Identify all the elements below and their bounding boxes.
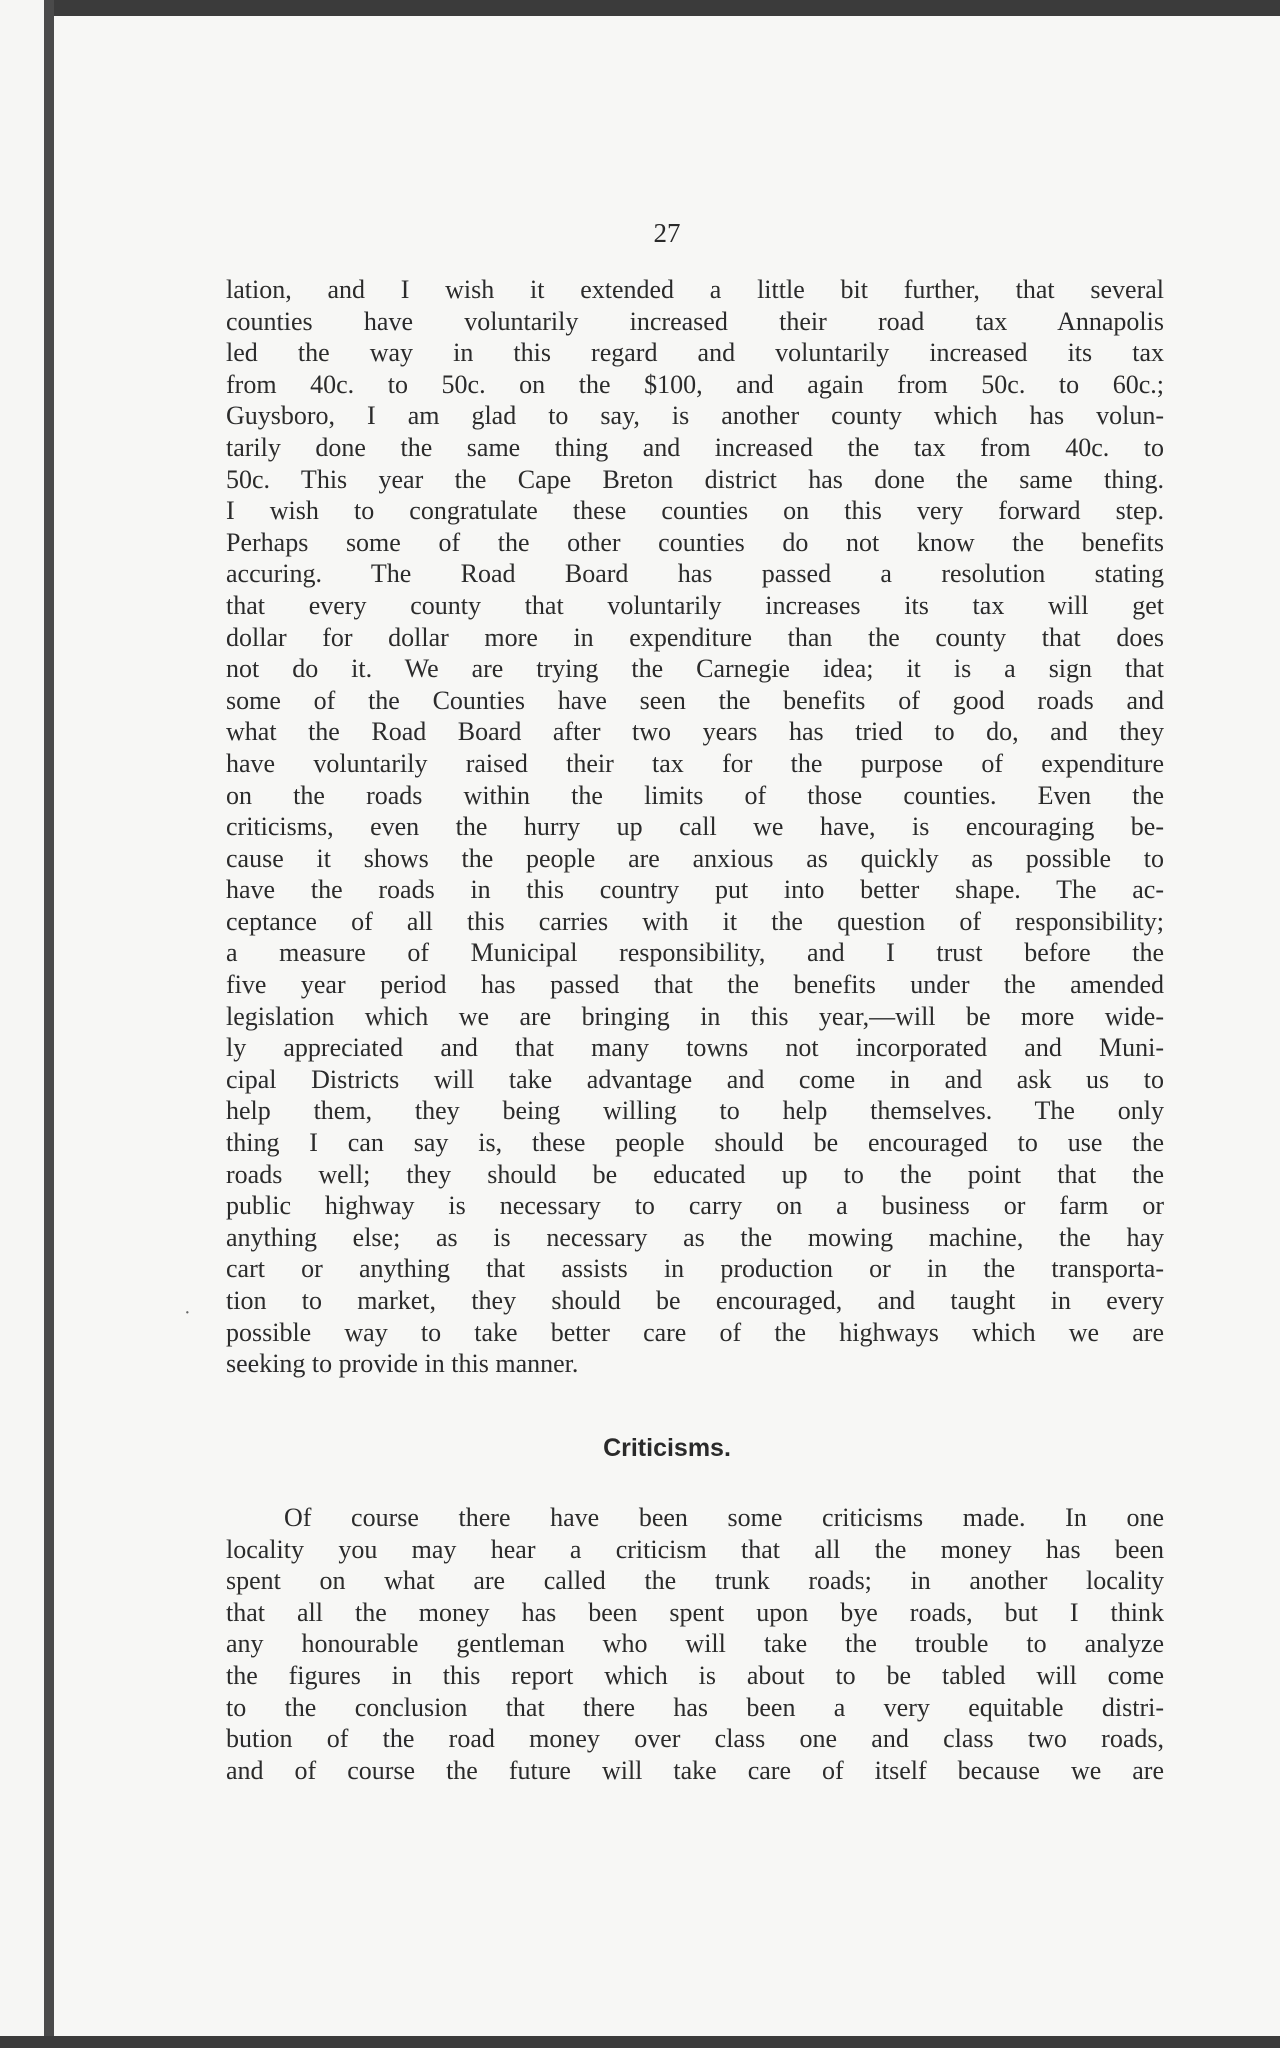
text-line: legislation which we are bringing in this year,—will be more wide- <box>226 1001 1164 1031</box>
text-line: counties have voluntarily increased their road tax Annapolis <box>226 306 1164 336</box>
text-line: from 40c. to 50c. on the $100, and again from 50c. to 60c.; <box>226 369 1164 399</box>
book-spine-shadow <box>44 0 54 2048</box>
text-line: tarily done the same thing and increased the tax from 40c. to <box>226 432 1164 462</box>
text-line: that all the money has been spent upon bye roads, but I think <box>226 1597 1164 1627</box>
facing-page-edge <box>0 0 44 2048</box>
page-number: 27 <box>653 218 681 248</box>
text-line: any honourable gentleman who will take the trouble to analyze <box>226 1629 1164 1659</box>
text-line: roads well; they should be educated up to the point that the <box>226 1159 1164 1189</box>
body-paragraph-1 <box>226 274 1164 1380</box>
text-line: thing I can say is, these people should be encouraged to use the <box>226 1128 1164 1158</box>
text-line: have voluntarily raised their tax for the purpose of expenditure <box>226 748 1164 778</box>
text-line: spent on what are called the trunk roads; in another locality <box>226 1566 1164 1596</box>
text-line: criticisms, even the hurry up call we have, is encouraging be- <box>226 812 1164 842</box>
document-page <box>54 16 1280 2036</box>
text-line: the figures in this report which is about to be tabled will come <box>226 1660 1164 1690</box>
text-line: that every county that voluntarily increases its tax will get <box>226 590 1164 620</box>
text-line: I wish to congratulate these counties on this very forward step. <box>226 496 1164 526</box>
text-line: ceptance of all this carries with it the question of responsibility; <box>226 906 1164 936</box>
text-line: lation, and I wish it extended a little bit further, that several <box>226 275 1164 304</box>
text-line: have the roads in this country put into better shape. The ac- <box>226 875 1164 905</box>
text-line: accuring. The Road Board has passed a resolution stating <box>226 559 1164 589</box>
text-line: 50c. This year the Cape Breton district has done the same thing. <box>226 464 1164 494</box>
text-line: Of course there have been some criticisms made. In one <box>284 1503 1164 1532</box>
text-line: on the roads within the limits of those counties. Even the <box>226 780 1164 810</box>
text-line: led the way in this regard and voluntarily increased its tax <box>226 338 1164 368</box>
margin-mark: · <box>184 1302 191 1324</box>
text-line: not do it. We are trying the Carnegie idea; it is a sign that <box>226 654 1164 684</box>
text-line: tion to market, they should be encouraged, and taught in every <box>226 1286 1164 1315</box>
text-line: public highway is necessary to carry on a business or farm or <box>226 1191 1164 1221</box>
text-line: and of course the future will take care of itself because we are <box>226 1755 1164 1785</box>
text-line: ly appreciated and that many towns not incorporated and Muni- <box>226 1033 1164 1063</box>
text-line: cause it shows the people are anxious as quickly as possible to <box>226 843 1164 873</box>
text-line: to the conclusion that there has been a very equitable distri- <box>226 1692 1164 1722</box>
text-line: Perhaps some of the other counties do not know the benefits <box>226 527 1164 557</box>
scan-frame-top <box>0 0 1280 16</box>
text-line: what the Road Board after two years has tried to do, and they <box>226 717 1164 747</box>
text-line: dollar for dollar more in expenditure than the county that does <box>226 622 1164 652</box>
text-line: help them, they being willing to help themselves. The only <box>226 1096 1164 1126</box>
text-line: a measure of Municipal responsibility, and I trust before the <box>226 938 1164 968</box>
text-line: cipal Districts will take advantage and come in and ask us to <box>226 1064 1164 1094</box>
text-line: possible way to take better care of the highways which we are <box>226 1317 1164 1347</box>
text-line: cart or anything that assists in production or in the transporta- <box>226 1254 1164 1284</box>
scan-frame-bottom <box>0 2036 1280 2048</box>
text-line: Guysboro, I am glad to say, is another county which has volun- <box>226 401 1164 431</box>
text-line: locality you may hear a criticism that all the money has been <box>226 1534 1164 1564</box>
text-line: bution of the road money over class one and class two roads, <box>226 1724 1164 1754</box>
body-paragraph-2 <box>226 1502 1164 1786</box>
text-line: seeking to provide in this manner. <box>226 1349 579 1379</box>
text-line: five year period has passed that the benefits under the amended <box>226 970 1164 1000</box>
section-heading: Criticisms. <box>603 1434 731 1462</box>
text-line: some of the Counties have seen the benefits of good roads and <box>226 685 1164 715</box>
text-line: anything else; as is necessary as the mowing machine, the hay <box>226 1222 1164 1252</box>
